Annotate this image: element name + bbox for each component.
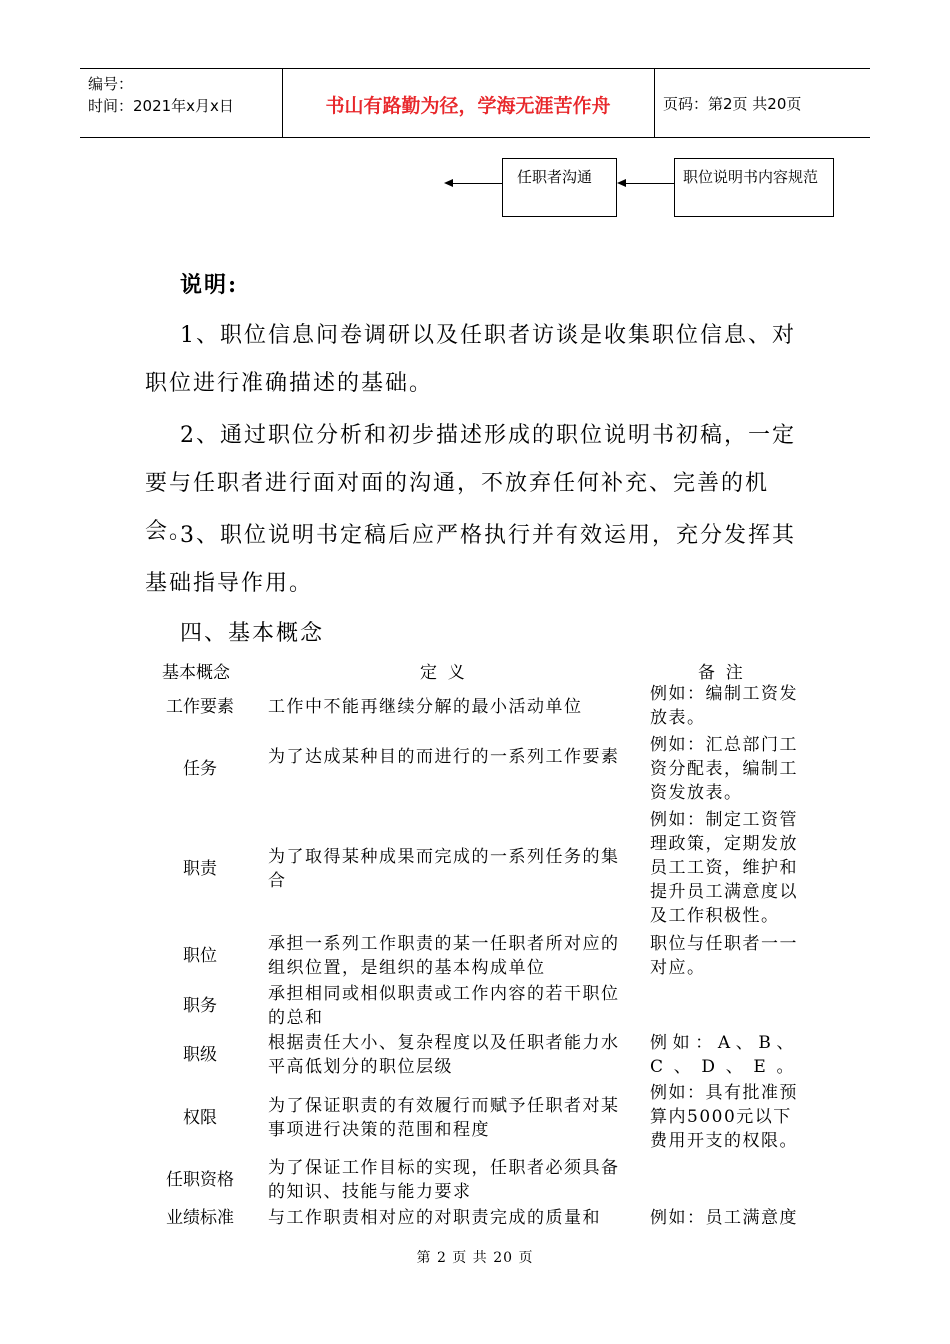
table-row-note: 职位与任职者一一对应。 (650, 934, 798, 978)
page-info: 页码：第2页 共20页 (663, 95, 802, 113)
table-row-definition: 根据责任大小、复杂程度以及任职者能力水平高低划分的职位层级 (268, 1033, 620, 1077)
motto: 书山有路勤为径，学海无涯苦作舟 (325, 95, 611, 117)
header-page-cell (655, 69, 870, 137)
table-row-definition: 与工作职责相对应的对职责完成的质量和 (268, 1208, 601, 1228)
table-row-note: 例如：A、B、C、D、E。 (650, 1033, 795, 1077)
flow-arrow-right-head (617, 179, 626, 187)
table-header-definition: 定 义 (420, 663, 465, 683)
table-row-term: 职责 (183, 859, 217, 879)
table-row-term: 业绩标准 (166, 1208, 234, 1228)
table-header-note: 备 注 (698, 663, 743, 683)
table-row-term: 职级 (183, 1045, 217, 1065)
flow-arrow-left-line (452, 183, 502, 184)
table-row-term: 职务 (183, 996, 217, 1016)
table-row-definition: 为了保证职责的有效履行而赋予任职者对某事项进行决策的范围和程度 (268, 1096, 620, 1140)
table-row-term: 权限 (183, 1108, 217, 1128)
flow-box-spec (674, 158, 834, 217)
document-header (80, 68, 870, 138)
table-row-definition: 承担一系列工作职责的某一任职者所对应的组织位置，是组织的基本构成单位 (268, 934, 620, 978)
table-row-term: 职位 (183, 946, 217, 966)
header-meta-cell (80, 69, 283, 137)
table-row-definition: 为了达成某种目的而进行的一系列工作要素 (268, 747, 620, 767)
table-row-note: 例如：编制工资发放表。 (650, 684, 798, 728)
flow-box-spec-label: 职位说明书内容规范 (683, 168, 819, 186)
date-label: 时间：2021年x月x日 (88, 97, 234, 115)
note-paragraph-2: 2、通过职位分析和初步描述形成的职位说明书初稿，一定要与任职者进行面对面的沟通，不放弃任何补充、完善的机会。 (145, 423, 796, 544)
table-row-definition: 为了保证工作目标的实现，任职者必须具备的知识、技能与能力要求 (268, 1158, 620, 1202)
note-paragraph-1: 1、职位信息问卷调研以及任职者访谈是收集职位信息、对职位进行准确描述的基础。 (145, 323, 796, 396)
flow-box-communication (502, 158, 617, 217)
table-row-note: 例如：具有批准预算内5000元以下费用开支的权限。 (650, 1083, 798, 1151)
page-footer: 第 2 页 共 20 页 (416, 1250, 534, 1266)
table-row-term: 工作要素 (166, 697, 234, 717)
note-paragraph-3: 3、职位说明书定稿后应严格执行并有效运用，充分发挥其基础指导作用。 (145, 523, 796, 596)
table-row-definition: 工作中不能再继续分解的最小活动单位 (268, 697, 583, 717)
table-row-definition: 为了取得某种成果而完成的一系列任务的集合 (268, 847, 620, 891)
table-row-note: 例如：员工满意度 (650, 1208, 798, 1228)
table-row-definition: 承担相同或相似职责或工作内容的若干职位的总和 (268, 984, 620, 1028)
number-label: 编号： (88, 75, 134, 93)
flow-box-communication-label: 任职者沟通 (517, 168, 593, 186)
table-row-term: 任务 (183, 759, 217, 779)
table-row-term: 任职资格 (166, 1170, 234, 1190)
notes-heading: 说明: (180, 272, 239, 298)
table-header-term: 基本概念 (162, 663, 230, 683)
flow-arrow-right-line (626, 183, 674, 184)
flow-arrow-left-head (444, 179, 453, 187)
section-title: 四、基本概念 (180, 621, 325, 646)
header-motto-cell (282, 69, 655, 137)
table-row-note: 例如：制定工资管理政策，定期发放员工工资，维护和提升员工满意度以及工作积极性。 (650, 810, 798, 926)
table-row-note: 例如：汇总部门工资分配表，编制工资发放表。 (650, 735, 798, 803)
